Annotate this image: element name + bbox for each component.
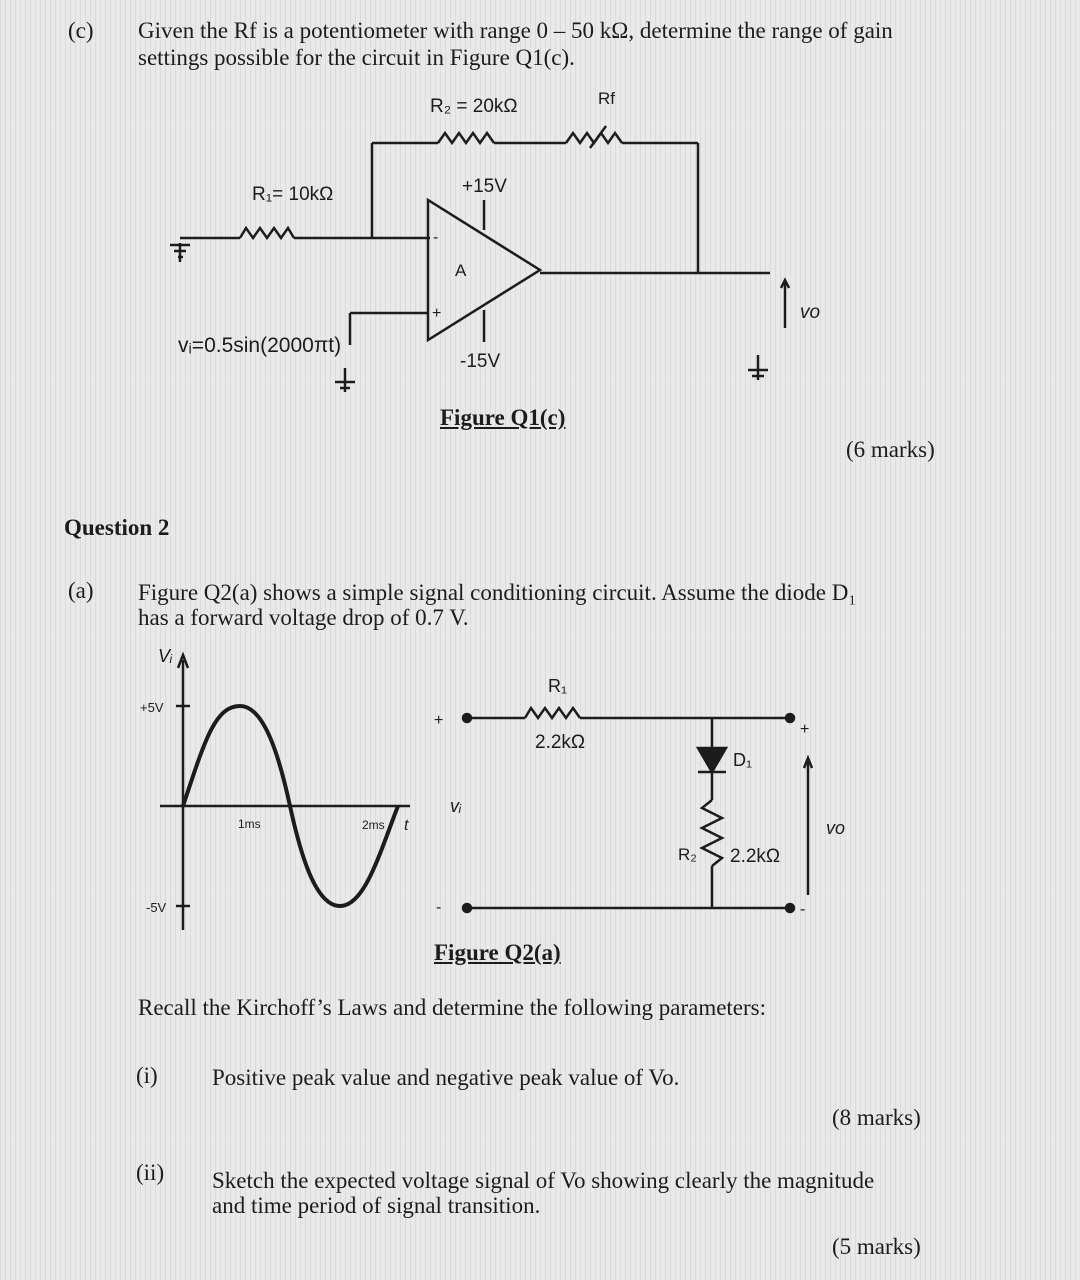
r2-label: R₂ = 20kΩ: [430, 96, 518, 117]
resistor-r2-q2: [702, 800, 722, 866]
r2-value-q2: 2.2kΩ: [730, 846, 781, 867]
question-text-line2: settings possible for the circuit in Figure Q1(c).: [138, 45, 575, 70]
opamp-inverting-sign: -: [433, 229, 439, 246]
waveform-ymin-label: -5V: [146, 900, 167, 915]
r1-label: R₁= 10kΩ: [252, 184, 334, 205]
vi-label-q2: vᵢ: [450, 796, 462, 816]
r2-name-q2: R₂: [678, 845, 697, 864]
r1-name-q2: R₁: [548, 676, 568, 696]
waveform-t2-label: 2ms: [362, 818, 385, 832]
item-ii-number: (ii): [136, 1160, 165, 1185]
q2a-text-line1: Figure Q2(a) shows a simple signal conditioning circuit. Assume the diode D₁: [138, 580, 857, 605]
r1-value-q2: 2.2kΩ: [535, 732, 586, 753]
waveform-x-label: t: [404, 817, 409, 834]
figure-q1c-caption: Figure Q1(c): [440, 405, 566, 430]
waveform-t1-label: 1ms: [238, 817, 261, 831]
figure-q2a-caption: Figure Q2(a): [434, 940, 561, 965]
diode-d1: [698, 748, 726, 772]
q2a-text-line2: has a forward voltage drop of 0.7 V.: [138, 605, 469, 630]
part-label-c: (c): [68, 18, 94, 43]
part-label-a: (a): [68, 578, 94, 603]
vi-source-label: vᵢ=0.5sin(2000πt): [178, 334, 342, 357]
item-i-text: Positive peak value and negative peak value of Vo.: [212, 1065, 680, 1090]
input-minus-terminal: -: [436, 899, 442, 916]
vo-label: vo: [800, 302, 821, 323]
q2a-intro: Recall the Kirchoff’s Laws and determine the following parameters:: [138, 995, 767, 1020]
opamp-noninverting-sign: +: [432, 305, 442, 322]
marks-q1c: (6 marks): [846, 437, 935, 462]
question-text-line1: Given the Rf is a potentiometer with range 0 – 50 kΩ, determine the range of gain: [138, 18, 893, 43]
waveform-y-label: Vᵢ: [158, 646, 173, 666]
output-plus-terminal: +: [800, 721, 810, 738]
opamp-label: A: [455, 261, 467, 280]
vcc-negative-label: -15V: [460, 351, 501, 372]
item-i-marks: (8 marks): [832, 1105, 921, 1130]
item-i-number: (i): [136, 1063, 158, 1088]
rf-label: Rf: [598, 89, 615, 108]
output-minus-terminal: -: [800, 901, 806, 918]
question-2-heading: Question 2: [64, 515, 170, 540]
d1-label: D₁: [733, 750, 753, 770]
vcc-positive-label: +15V: [462, 176, 507, 197]
vo-label-q2: vo: [826, 818, 846, 838]
item-ii-text-line1: Sketch the expected voltage signal of Vo showing clearly the magnitude: [212, 1168, 875, 1193]
waveform-ymax-label: +5V: [140, 700, 164, 715]
resistor-r1-q2: [525, 708, 580, 718]
item-ii-text-line2: and time period of signal transition.: [212, 1193, 541, 1218]
item-ii-marks: (5 marks): [832, 1234, 921, 1259]
input-plus-terminal: +: [434, 712, 444, 729]
